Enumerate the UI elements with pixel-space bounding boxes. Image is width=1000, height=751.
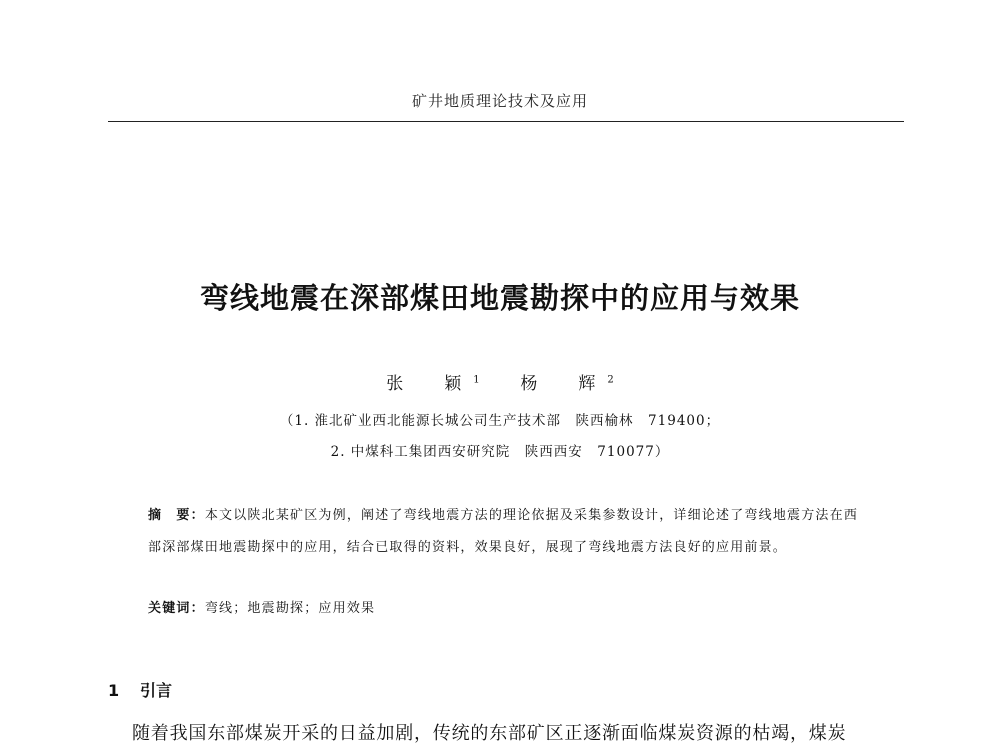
author-name: 张 颖 [386, 374, 474, 394]
author-affil-mark: 2 [607, 374, 614, 386]
affiliation-line: 2. 中煤科工集团西安研究院 陕西西安 710077） [330, 444, 670, 460]
running-header: 矿井地质理论技术及应用 [411, 92, 588, 110]
author-name: 杨 辉 [520, 374, 608, 394]
abstract-text: 本文以陕北某矿区为例，阐述了弯线地震方法的理论依据及采集参数设计，详细论述了弯线地震方法在西部深部煤田地震勘探中的应用，结合已取得的资料，效果良好，展现了弯线地震方法良好的应用前景。 [148, 508, 859, 555]
keywords-label: 关键词： [148, 601, 205, 616]
author-line [0, 369, 1000, 394]
keywords-text: 弯线；地震勘探；应用效果 [204, 601, 376, 616]
affiliation-line: （1. 淮北矿业西北能源长城公司生产技术部 陕西榆林 719400； [279, 413, 721, 429]
abstract [148, 500, 868, 564]
section-heading [108, 678, 172, 701]
header-rule [108, 121, 904, 122]
paper-title: 弯线地震在深部煤田地震勘探中的应用与效果 [199, 281, 800, 315]
keywords [148, 597, 375, 616]
author-affil-mark: 1 [473, 374, 480, 386]
body-paragraph: 随着我国东部煤炭开采的日益加剧，传统的东部矿区正逐渐面临煤炭资源的枯竭，煤炭 [132, 723, 847, 744]
abstract-label: 摘 要： [148, 508, 205, 523]
section-title: 引言 [140, 681, 173, 700]
section-number: 1 [108, 681, 120, 700]
